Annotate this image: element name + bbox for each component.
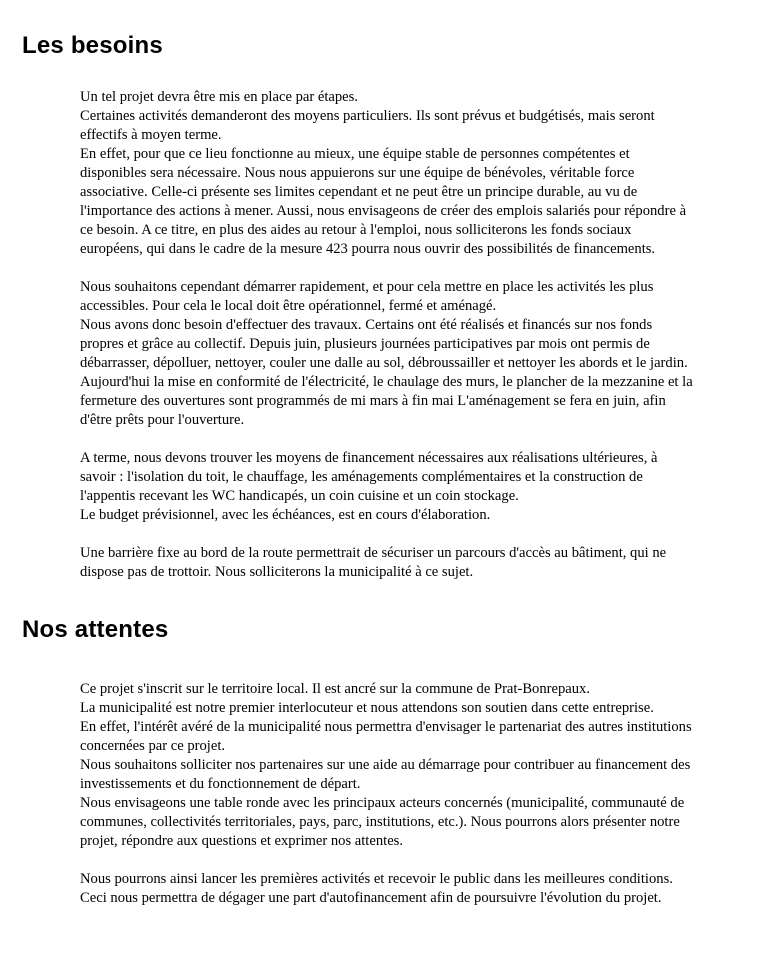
text-line: En effet, pour que ce lieu fonctionne au mieux, une équipe stable de personnes compétentes et bbox=[80, 146, 630, 162]
text-line: Ce projet s'inscrit sur le territoire local. Il est ancré sur la commune de Prat-Bonrepaux. bbox=[80, 681, 590, 697]
text-line: concernées par ce projet. bbox=[80, 738, 226, 754]
text-line: Aujourd'hui la mise en conformité de l'électricité, le chaulage des murs, le plancher de la mezzanine et la bbox=[80, 374, 693, 390]
text-line: Nous envisageons une table ronde avec les principaux acteurs concernés (municipalité, communauté de bbox=[80, 795, 685, 811]
text-line: projet, répondre aux questions et exprimer nos attentes. bbox=[80, 833, 403, 849]
text-line: propres et grâce au collectif. Depuis juin, plusieurs journées participatives par mois ont permis de bbox=[80, 336, 650, 352]
text-line: Le budget prévisionnel, avec les échéances, est en cours d'élaboration. bbox=[80, 507, 491, 523]
section-body-nos-attentes bbox=[80, 680, 750, 908]
text-line: d'être prêts pour l'ouverture. bbox=[80, 412, 245, 428]
text-line: l'appentis recevant les WC handicapés, un coin cuisine et un coin stockage. bbox=[80, 488, 519, 504]
text-line: communes, collectivités territoriales, pays, parc, institutions, etc.). Nous pourrons alors présenter notre bbox=[80, 814, 680, 830]
text-line: Nous avons donc besoin d'effectuer des travaux. Certains ont été réalisés et financés sur nos fonds bbox=[80, 317, 653, 333]
text-line: Un tel projet devra être mis en place par étapes. bbox=[80, 89, 358, 105]
paragraph bbox=[80, 544, 750, 582]
text-line: savoir : l'isolation du toit, le chauffage, les aménagements complémentaires et la construction de bbox=[80, 469, 643, 485]
paragraph bbox=[80, 449, 750, 525]
text-line: Nous pourrons ainsi lancer les premières activités et recevoir le public dans les meilleures conditions. bbox=[80, 871, 673, 887]
paragraph bbox=[80, 680, 750, 851]
text-line: disponibles sera nécessaire. Nous nous appuierons sur une équipe de bénévoles, véritable force bbox=[80, 165, 635, 181]
paragraph bbox=[80, 870, 750, 908]
text-line: débarrasser, dépolluer, nettoyer, couler une dalle au sol, débroussailler et nettoyer les abords et le jardin. bbox=[80, 355, 688, 371]
text-line: européens, qui dans le cadre de la mesure 423 pourra nous ouvrir des possibilités de financements. bbox=[80, 241, 656, 257]
text-line: ce besoin. A ce titre, en plus des aides au retour à l'emploi, nous solliciterons les fonds sociaux bbox=[80, 222, 632, 238]
text-line: A terme, nous devons trouver les moyens de financement nécessaires aux réalisations ultérieures, à bbox=[80, 450, 658, 466]
paragraph bbox=[80, 278, 750, 430]
text-line: Une barrière fixe au bord de la route permettrait de sécuriser un parcours d'accès au bâtiment, qui ne bbox=[80, 545, 667, 561]
text-line: investissements et du fonctionnement de départ. bbox=[80, 776, 361, 792]
text-line: associative. Celle-ci présente ses limites cependant et ne peut être un principe durable, au vu de bbox=[80, 184, 638, 200]
section-heading-les-besoins: Les besoins bbox=[22, 32, 163, 59]
text-line: dispose pas de trottoir. Nous solliciterons la municipalité à ce sujet. bbox=[80, 564, 474, 580]
paragraph bbox=[80, 88, 750, 259]
text-line: Certaines activités demanderont des moyens particuliers. Ils sont prévus et budgétisés, mais seront bbox=[80, 108, 655, 124]
text-line: accessibles. Pour cela le local doit être opérationnel, fermé et aménagé. bbox=[80, 298, 497, 314]
section-body-les-besoins bbox=[80, 88, 750, 582]
text-line: La municipalité est notre premier interlocuteur et nous attendons son soutien dans cette entreprise. bbox=[80, 700, 654, 716]
section-heading-nos-attentes: Nos attentes bbox=[22, 616, 169, 643]
text-line: effectifs à moyen terme. bbox=[80, 127, 222, 143]
text-line: fermeture des ouvertures sont programmés de mi mars à fin mai L'aménagement se fera en juin, afin bbox=[80, 393, 666, 409]
text-line: Nous souhaitons solliciter nos partenaires sur une aide au démarrage pour contribuer au financement des bbox=[80, 757, 691, 773]
text-line: En effet, l'intérêt avéré de la municipalité nous permettra d'envisager le partenariat des autres institutions bbox=[80, 719, 692, 735]
text-line: Nous souhaitons cependant démarrer rapidement, et pour cela mettre en place les activités les plus bbox=[80, 279, 654, 295]
text-line: l'importance des actions à mener. Aussi, nous envisageons de créer des emplois salariés pour répondre à bbox=[80, 203, 687, 219]
text-line: Ceci nous permettra de dégager une part d'autofinancement afin de poursuivre l'évolution du projet. bbox=[80, 890, 662, 906]
